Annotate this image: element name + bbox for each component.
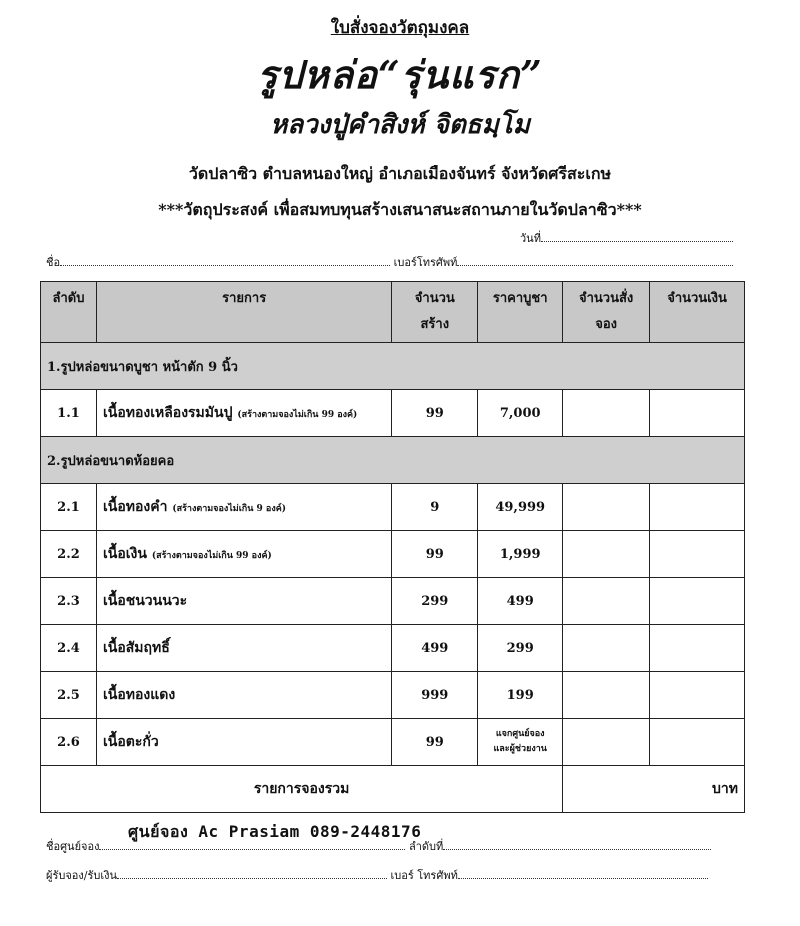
amount-cell[interactable] (650, 484, 745, 531)
row-name (96, 672, 391, 719)
headline: รูปหล่อ“รุ่นแรก” (257, 52, 543, 97)
row-name (96, 390, 391, 437)
table-row (41, 578, 745, 625)
row-no: 2.4 (41, 625, 97, 672)
row-name-text: เนื้อเงิน (102, 546, 147, 562)
center-blank[interactable] (99, 840, 405, 850)
receiver-label: ผู้รับจอง/รับเงิน (46, 869, 118, 882)
center-field[interactable] (46, 837, 711, 855)
section-title: 1.รูปหล่อขนาดบูชา หน้าตัก 9 นิ้ว (41, 343, 745, 390)
table-row (41, 672, 745, 719)
amount-cell[interactable] (650, 625, 745, 672)
receiver-blank[interactable] (117, 869, 387, 879)
row-note: (สร้างตามจองไม่เกิน 99 องค์) (237, 410, 358, 420)
phone-blank-2[interactable] (458, 869, 708, 879)
order-qty-cell[interactable] (563, 672, 650, 719)
row-no: 1.1 (41, 390, 97, 437)
amount-cell[interactable] (650, 531, 745, 578)
receiver-field[interactable] (46, 866, 708, 884)
row-price: แจกศูนย์จอง และผู้ช่วยงาน (478, 719, 563, 766)
form-title: ใบสั่งจองวัตถุมงคล (330, 18, 470, 38)
total-amount-cell[interactable] (563, 766, 745, 813)
row-name (96, 578, 391, 625)
row-qty: 999 (392, 672, 478, 719)
monk-name: หลวงปู่คำสิงห์ จิตธมฺโม (270, 110, 530, 140)
header-price: ราคาบูชา (478, 282, 563, 343)
row-price: 299 (478, 625, 563, 672)
row-note: (สร้างตามจองไม่เกิน 9 องค์) (172, 504, 286, 514)
table-row (41, 390, 745, 437)
row-price: 1,999 (478, 531, 563, 578)
date-blank[interactable] (541, 232, 733, 242)
amount-cell[interactable] (650, 672, 745, 719)
booking-center-contact: ศูนย์จอง Ac Prasiam 089-2448176 (128, 822, 422, 841)
name-blank[interactable] (60, 256, 390, 266)
amount-cell[interactable] (650, 719, 745, 766)
total-label: รายการจองรวม (41, 766, 563, 813)
header-amount: จำนวนเงิน (650, 282, 745, 343)
row-price: 199 (478, 672, 563, 719)
order-label: ลำดับที่ (408, 840, 444, 853)
order-qty-cell[interactable] (563, 484, 650, 531)
row-name-text: เนื้อทองคำ (102, 499, 168, 515)
section-row (41, 343, 745, 390)
phone-label-2: เบอร์ โทรศัพท์ (390, 869, 458, 882)
order-table (40, 281, 745, 813)
table-row (41, 484, 745, 531)
total-row (41, 766, 745, 813)
order-blank[interactable] (443, 840, 711, 850)
header-item: รายการ (96, 282, 391, 343)
order-qty-cell[interactable] (563, 390, 650, 437)
row-name-text: เนื้อสัมฤทธิ์ (102, 640, 170, 656)
phone-blank[interactable] (457, 256, 733, 266)
row-price: 7,000 (478, 390, 563, 437)
row-name-text: เนื้อทองแดง (102, 687, 176, 703)
amount-cell[interactable] (650, 390, 745, 437)
order-qty-cell[interactable] (563, 531, 650, 578)
row-qty: 499 (392, 625, 478, 672)
order-qty-cell[interactable] (563, 625, 650, 672)
row-no: 2.3 (41, 578, 97, 625)
center-label: ชื่อศูนย์จอง (46, 840, 100, 853)
amount-cell[interactable] (650, 578, 745, 625)
name-label: ชื่อ (46, 256, 61, 269)
row-no: 2.2 (41, 531, 97, 578)
row-name (96, 531, 391, 578)
header-order-quantity: จำนวนสั่ง จอง (563, 282, 650, 343)
row-qty: 99 (392, 719, 478, 766)
row-name (96, 625, 391, 672)
table-row (41, 625, 745, 672)
table-row (41, 531, 745, 578)
date-label: วันที่ (520, 232, 541, 245)
row-qty: 99 (392, 390, 478, 437)
row-no: 2.6 (41, 719, 97, 766)
row-price: 499 (478, 578, 563, 625)
section-title: 2.รูปหล่อขนาดห้อยคอ (41, 437, 745, 484)
row-qty: 99 (392, 531, 478, 578)
name-field[interactable] (46, 253, 733, 271)
row-note: (สร้างตามจองไม่เกิน 99 องค์) (151, 551, 272, 561)
header-quantity-built: จำนวน สร้าง (392, 282, 478, 343)
row-name (96, 484, 391, 531)
row-name-text: เนื้อชนวนนวะ (102, 593, 188, 609)
section-row (41, 437, 745, 484)
row-no: 2.1 (41, 484, 97, 531)
row-price: 49,999 (478, 484, 563, 531)
row-qty: 9 (392, 484, 478, 531)
currency-label: บาท (712, 781, 738, 797)
row-name (96, 719, 391, 766)
temple-address: วัดปลาซิว ตำบลหนองใหญ่ อำเภอเมืองจันทร์ จังหวัดศรีสะเกษ (188, 164, 612, 183)
header-no: ลำดับ (41, 282, 97, 343)
phone-label: เบอร์โทรศัพท์ (393, 256, 458, 269)
table-header-row (41, 282, 745, 343)
row-qty: 299 (392, 578, 478, 625)
table-row (41, 719, 745, 766)
row-name-text: เนื้อทองเหลืองรมมันปู (102, 405, 233, 421)
order-qty-cell[interactable] (563, 719, 650, 766)
purpose-text: ***วัตถุประสงค์ เพื่อสมทบทุนสร้างเสนาสนะสถานภายในวัดปลาซิว*** (158, 200, 642, 219)
row-no: 2.5 (41, 672, 97, 719)
order-qty-cell[interactable] (563, 578, 650, 625)
row-name-text: เนื้อตะกั่ว (102, 734, 159, 750)
date-field[interactable] (520, 229, 733, 247)
